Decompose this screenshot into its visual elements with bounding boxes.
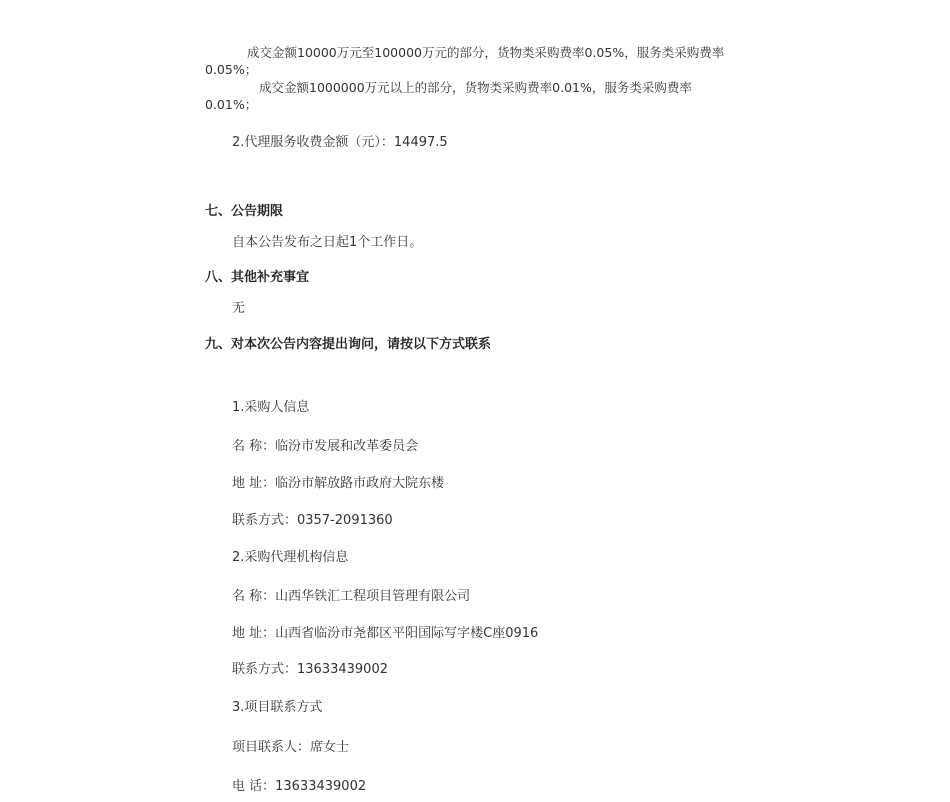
section-9-heading: 九、对本次公告内容提出询问，请按以下方式联系: [205, 337, 492, 352]
project-contact-phone: 电 话：13633439002: [232, 779, 367, 794]
fee-tier-2-text: 成交金额1000000万元以上的部分，货物类采购费率0.01%，服务类采购费率: [259, 80, 692, 95]
project-contact-person: 项目联系人：席女士: [232, 740, 350, 755]
fee-tier-1-text: 成交金额10000万元至100000万元的部分，货物类采购费率0.05%，服务类采购费率: [247, 45, 725, 60]
agency-name: 名 称：山西华铁汇工程项目管理有限公司: [232, 589, 471, 604]
purchaser-address: 地 址：临汾市解放路市政府大院东楼: [232, 476, 445, 491]
announcement-period-text: 自本公告发布之日起1个工作日。: [232, 235, 423, 250]
agency-contact: 联系方式：13633439002: [232, 662, 388, 677]
supplementary-text: 无: [232, 301, 246, 316]
section-8-heading: 八、其他补充事宜: [205, 270, 310, 285]
section-7-heading: 七、公告期限: [205, 204, 284, 219]
fee-tier-1-rate: 0.05%；: [205, 62, 258, 77]
agency-info-title: 2.采购代理机构信息: [232, 550, 349, 565]
purchaser-info-title: 1.采购人信息: [232, 400, 310, 415]
fee-tier-2-rate: 0.01%；: [205, 97, 258, 112]
agency-fee-amount: 2.代理服务收费金额（元）：14497.5: [232, 135, 448, 150]
agency-address: 地 址：山西省临汾市尧都区平阳国际写字楼C座0916: [232, 626, 539, 641]
purchaser-name: 名 称：临汾市发展和改革委员会: [232, 439, 419, 454]
project-contact-title: 3.项目联系方式: [232, 700, 323, 715]
purchaser-contact: 联系方式：0357-2091360: [232, 513, 393, 528]
